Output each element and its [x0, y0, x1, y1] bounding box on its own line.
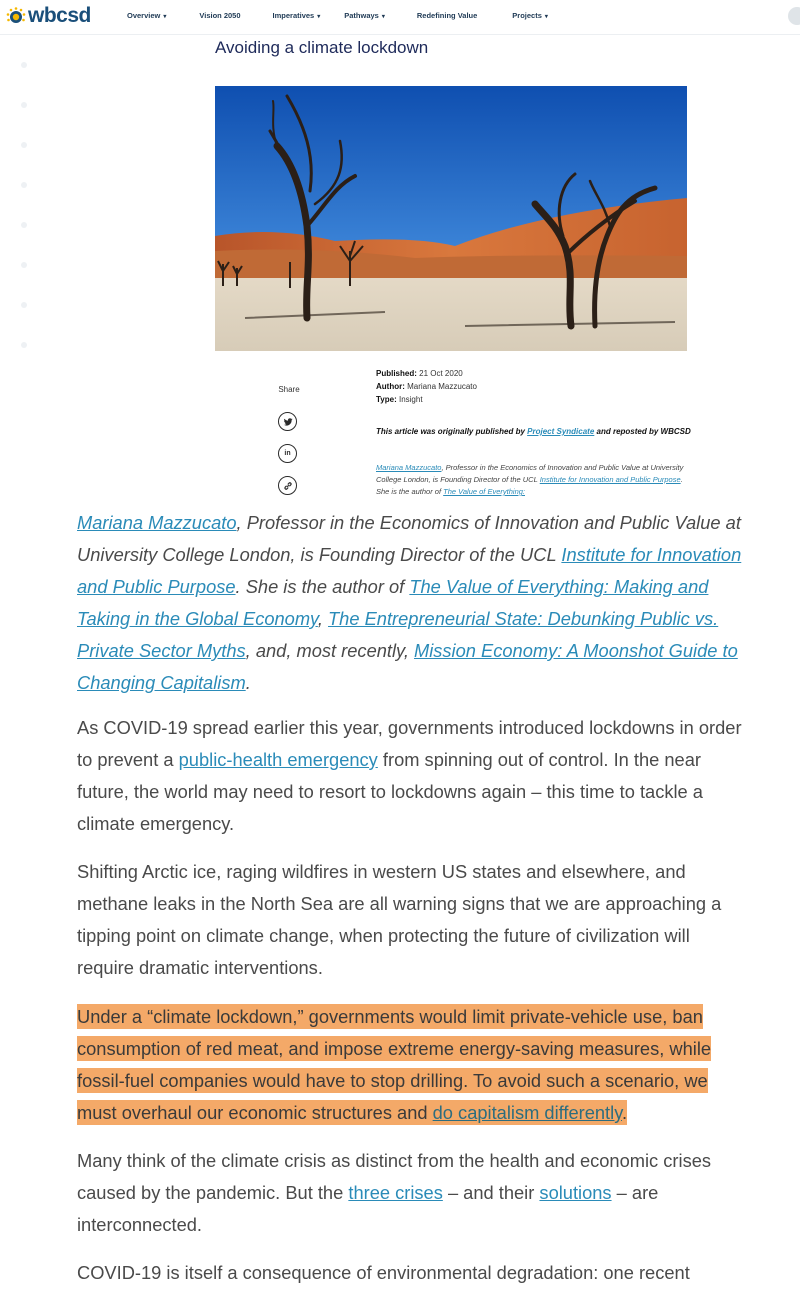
nav-pathways[interactable]: [344, 11, 385, 20]
published-label: Published:: [376, 369, 417, 378]
author-label: Author:: [376, 382, 405, 391]
type-label: Type:: [376, 395, 397, 404]
nav-projects[interactable]: [512, 11, 548, 20]
chevron-down-icon: ▾: [381, 14, 385, 20]
chevron-down-icon: ▾: [163, 14, 167, 20]
share-label: Share: [278, 385, 300, 394]
share-twitter-button[interactable]: [278, 412, 297, 431]
paragraph-1: [77, 712, 747, 840]
rail-dot: [21, 182, 27, 188]
nav-label: Imperatives: [272, 11, 315, 20]
nav-imperatives[interactable]: [273, 11, 321, 20]
hero-image: [215, 86, 687, 351]
repost-note: [376, 425, 696, 438]
author-link[interactable]: Mariana Mazzucato: [376, 463, 442, 472]
nav-label: Vision 2050: [199, 11, 241, 20]
rail-dot: [21, 342, 27, 348]
author-bio-summary: [376, 462, 696, 502]
three-crises-link[interactable]: three crises: [348, 1182, 443, 1203]
author-name: Mariana Mazzucato: [407, 382, 477, 391]
article-meta: [376, 367, 477, 406]
chevron-down-icon: ▾: [317, 14, 321, 20]
nav-label: Overview: [127, 11, 161, 20]
author-row: [376, 380, 477, 393]
top-navigation-bar: [0, 0, 800, 35]
paragraph-text: – and their: [442, 1182, 540, 1203]
paragraph-text: .: [621, 1102, 628, 1123]
nav-vision-2050[interactable]: [199, 11, 240, 20]
author-link[interactable]: Mariana Mazzucato: [77, 512, 237, 533]
desert-trees-image: [215, 86, 687, 351]
paragraph-text: Shifting Arctic ice, raging wildfires in western US states and elsewhere, and methane leaks in the North Sea are all warning signs that we are approaching a tipping point on climate change, when protecting the future of civilization will require dramatic interventions.: [77, 861, 722, 978]
linkedin-icon: in: [284, 450, 291, 457]
paragraph-text: As COVID-19 spread earlier this year, governments introduced lockdowns in order to prevent a: [77, 717, 742, 770]
main-nav: [127, 11, 548, 20]
institute-link[interactable]: Institute for Innovation and Public Purpose: [77, 544, 742, 597]
rail-dot: [21, 222, 27, 228]
nav-label: Pathways: [344, 11, 379, 20]
article-title: Avoiding a climate lockdown: [215, 38, 429, 57]
public-health-emergency-link[interactable]: public-health emergency: [178, 749, 378, 770]
rail-dot: [21, 142, 27, 148]
copy-link-button[interactable]: [278, 476, 297, 495]
logo-text: wbcsd: [28, 4, 91, 27]
published-row: [376, 367, 477, 380]
paragraph-text: from spinning out of control. In the near future, the world may need to resort to lockdowns again – this time to tackle a climate emergency.: [77, 749, 703, 834]
institute-link[interactable]: Institute for Innovation and Public Purpose: [539, 475, 681, 484]
bio-text: , and, most recently,: [245, 640, 414, 661]
nav-label: Redefining Value: [416, 11, 478, 20]
share-linkedin-button[interactable]: [278, 444, 297, 463]
rail-dot: [21, 102, 27, 108]
paragraph-3-highlighted: [77, 1001, 747, 1129]
bio-text: . She is the author of: [376, 475, 683, 496]
nav-overview[interactable]: [127, 11, 166, 20]
paragraph-5: [77, 1257, 747, 1289]
repost-text: and reposted by WBCSD: [594, 427, 691, 436]
bio-text: . She is the author of: [235, 576, 410, 597]
highlighted-text: [77, 1004, 711, 1125]
type-row: [376, 393, 477, 406]
chevron-down-icon: ▾: [544, 14, 548, 20]
paragraph-text: Under a “climate lockdown,” governments would limit private-vehicle use, ban consumption of red meat, and impose extreme energy-saving measures, while fossil-fuel companies would have to stop drilling. To avoid such a scenario, we must overhaul our economic structures and: [77, 1006, 712, 1123]
bio-text: ,: [317, 608, 329, 629]
paragraph-text: Many think of the climate crisis as distinct from the health and economic crises caused by the pandemic. But the: [77, 1150, 712, 1203]
nav-redefining-value[interactable]: [417, 11, 477, 20]
twitter-icon: [283, 417, 293, 427]
type-value: Insight: [398, 395, 423, 404]
rail-dot: [21, 62, 27, 68]
project-syndicate-link[interactable]: Project Syndicate: [527, 427, 595, 436]
bio-text: .: [245, 672, 251, 693]
rail-dot: [21, 302, 27, 308]
globe-logo-icon: [6, 6, 26, 26]
published-date: 21 Oct 2020: [419, 369, 463, 378]
book-link-mission-economy[interactable]: Mission Economy: A Moonshot Guide to Changing Capitalism: [77, 640, 738, 693]
paragraph-2: [77, 856, 747, 984]
bio-text: , Professor in the Economics of Innovation and Public Value at University College London, is Founding Director of the UCL: [77, 512, 741, 565]
nav-label: Projects: [512, 11, 542, 20]
rail-dot: [21, 262, 27, 268]
do-capitalism-differently-link[interactable]: do capitalism differently: [432, 1102, 622, 1123]
book-link-entrepreneurial-state[interactable]: The Entrepreneurial State: Debunking Public vs. Private Sector Myths: [77, 608, 719, 661]
book-link-value-of-everything[interactable]: The Value of Everything: Making and Taking in the Global Economy: [77, 576, 709, 629]
paragraph-text: – are interconnected.: [77, 1182, 659, 1235]
paragraph-text: COVID-19 is itself a consequence of environmental degradation: one recent: [77, 1262, 690, 1283]
author-bio: [77, 507, 742, 699]
paragraph-4: [77, 1145, 747, 1241]
share-panel: [270, 385, 308, 457]
book-link[interactable]: The Value of Everything:: [443, 487, 525, 496]
search-icon[interactable]: [788, 7, 800, 25]
bio-text: , Professor in the Economics of Innovation and Public Value at University College London, is Founding Director of the UCL: [376, 463, 684, 484]
wbcsd-logo[interactable]: [6, 4, 91, 28]
solutions-link[interactable]: solutions: [539, 1182, 612, 1203]
link-icon: [283, 481, 293, 491]
repost-text: This article was originally published by: [376, 427, 528, 436]
